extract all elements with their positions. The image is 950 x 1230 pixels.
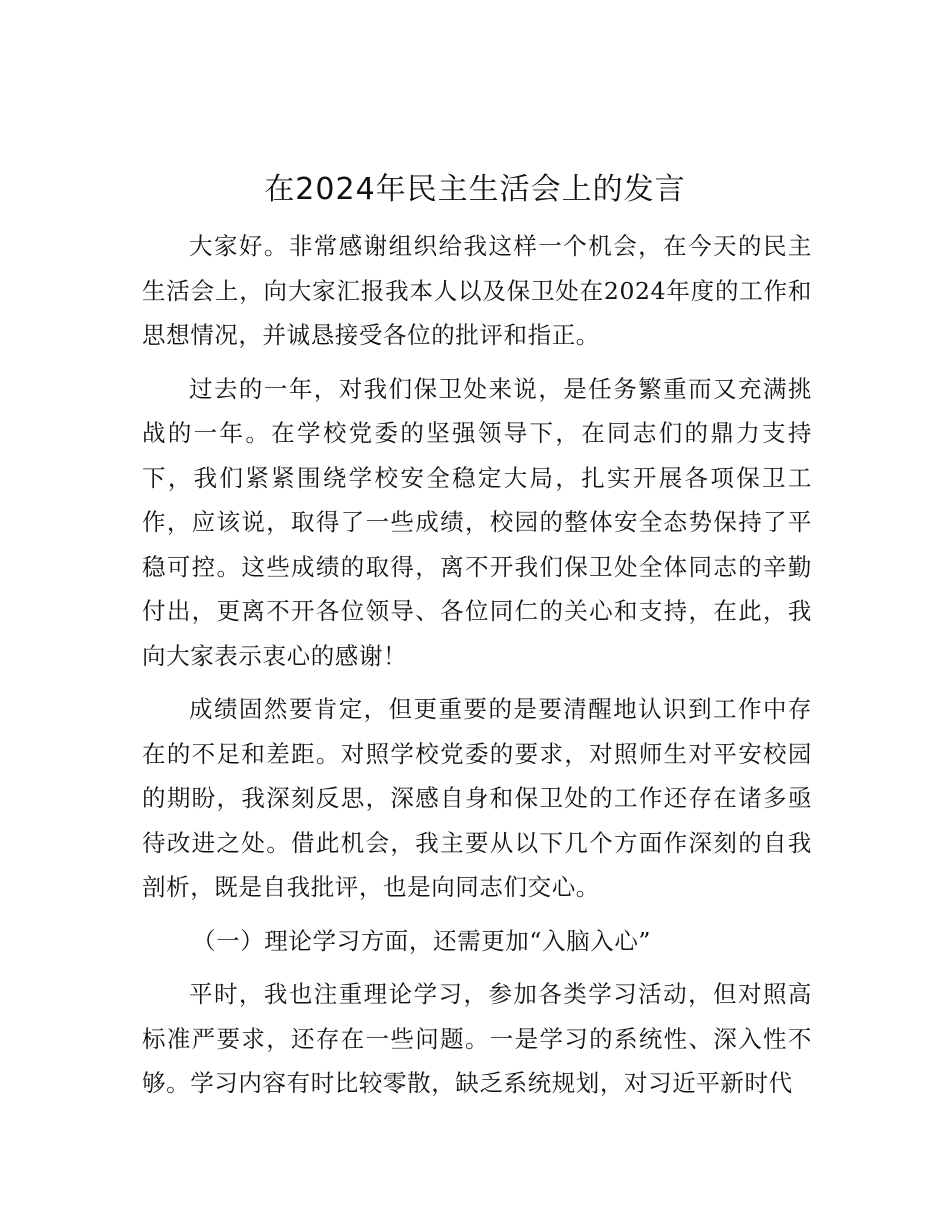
section-heading-theory-study: （一）理论学习方面，还需更加“入脑入心” [192,926,652,955]
paragraph-greeting: 大家好。非常感谢组织给我这样一个机会，在今天的民主生活会上，向大家汇报我本人以及保卫处在2024年度的工作和思想情况，并诚恳接受各位的批评和指正。 [142,232,812,349]
document-title: 在2024年民主生活会上的发言 [264,172,686,207]
paragraph-achievements: 过去的一年，对我们保卫处来说，是任务繁重而又充满挑战的一年。在学校党委的坚强领导下，在同志们的鼎力支持下，我们紧紧围绕学校安全稳定大局，扎实开展各项保卫工作，应该说，取得了一些成绩，校园的整体安全态势保持了平稳可控。这些成绩的取得，离不开我们保卫处全体同志的辛勤付出，更离不开各位领导、各位同仁的关心和支持，在此，我向大家表示衷心的感谢！ [142,374,812,670]
document-body [142,224,812,1115]
paragraph-theory-study: 平时，我也注重理论学习，参加各类学习活动，但对照高标准严要求，还存在一些问题。一是学习的系统性、深入性不够。学习内容有时比较零散，缺乏系统规划，对习近平新时代 [142,980,812,1097]
paragraph-shortcomings: 成绩固然要肯定，但更重要的是要清醒地认识到工作中存在的不足和差距。对照学校党委的要求，对照师生对平安校园的期盼，我深刻反思，深感自身和保卫处的工作还存在诸多亟待改进之处。借此机会，我主要从以下几个方面作深刻的自我剖析，既是自我批评，也是向同志们交心。 [142,695,812,901]
